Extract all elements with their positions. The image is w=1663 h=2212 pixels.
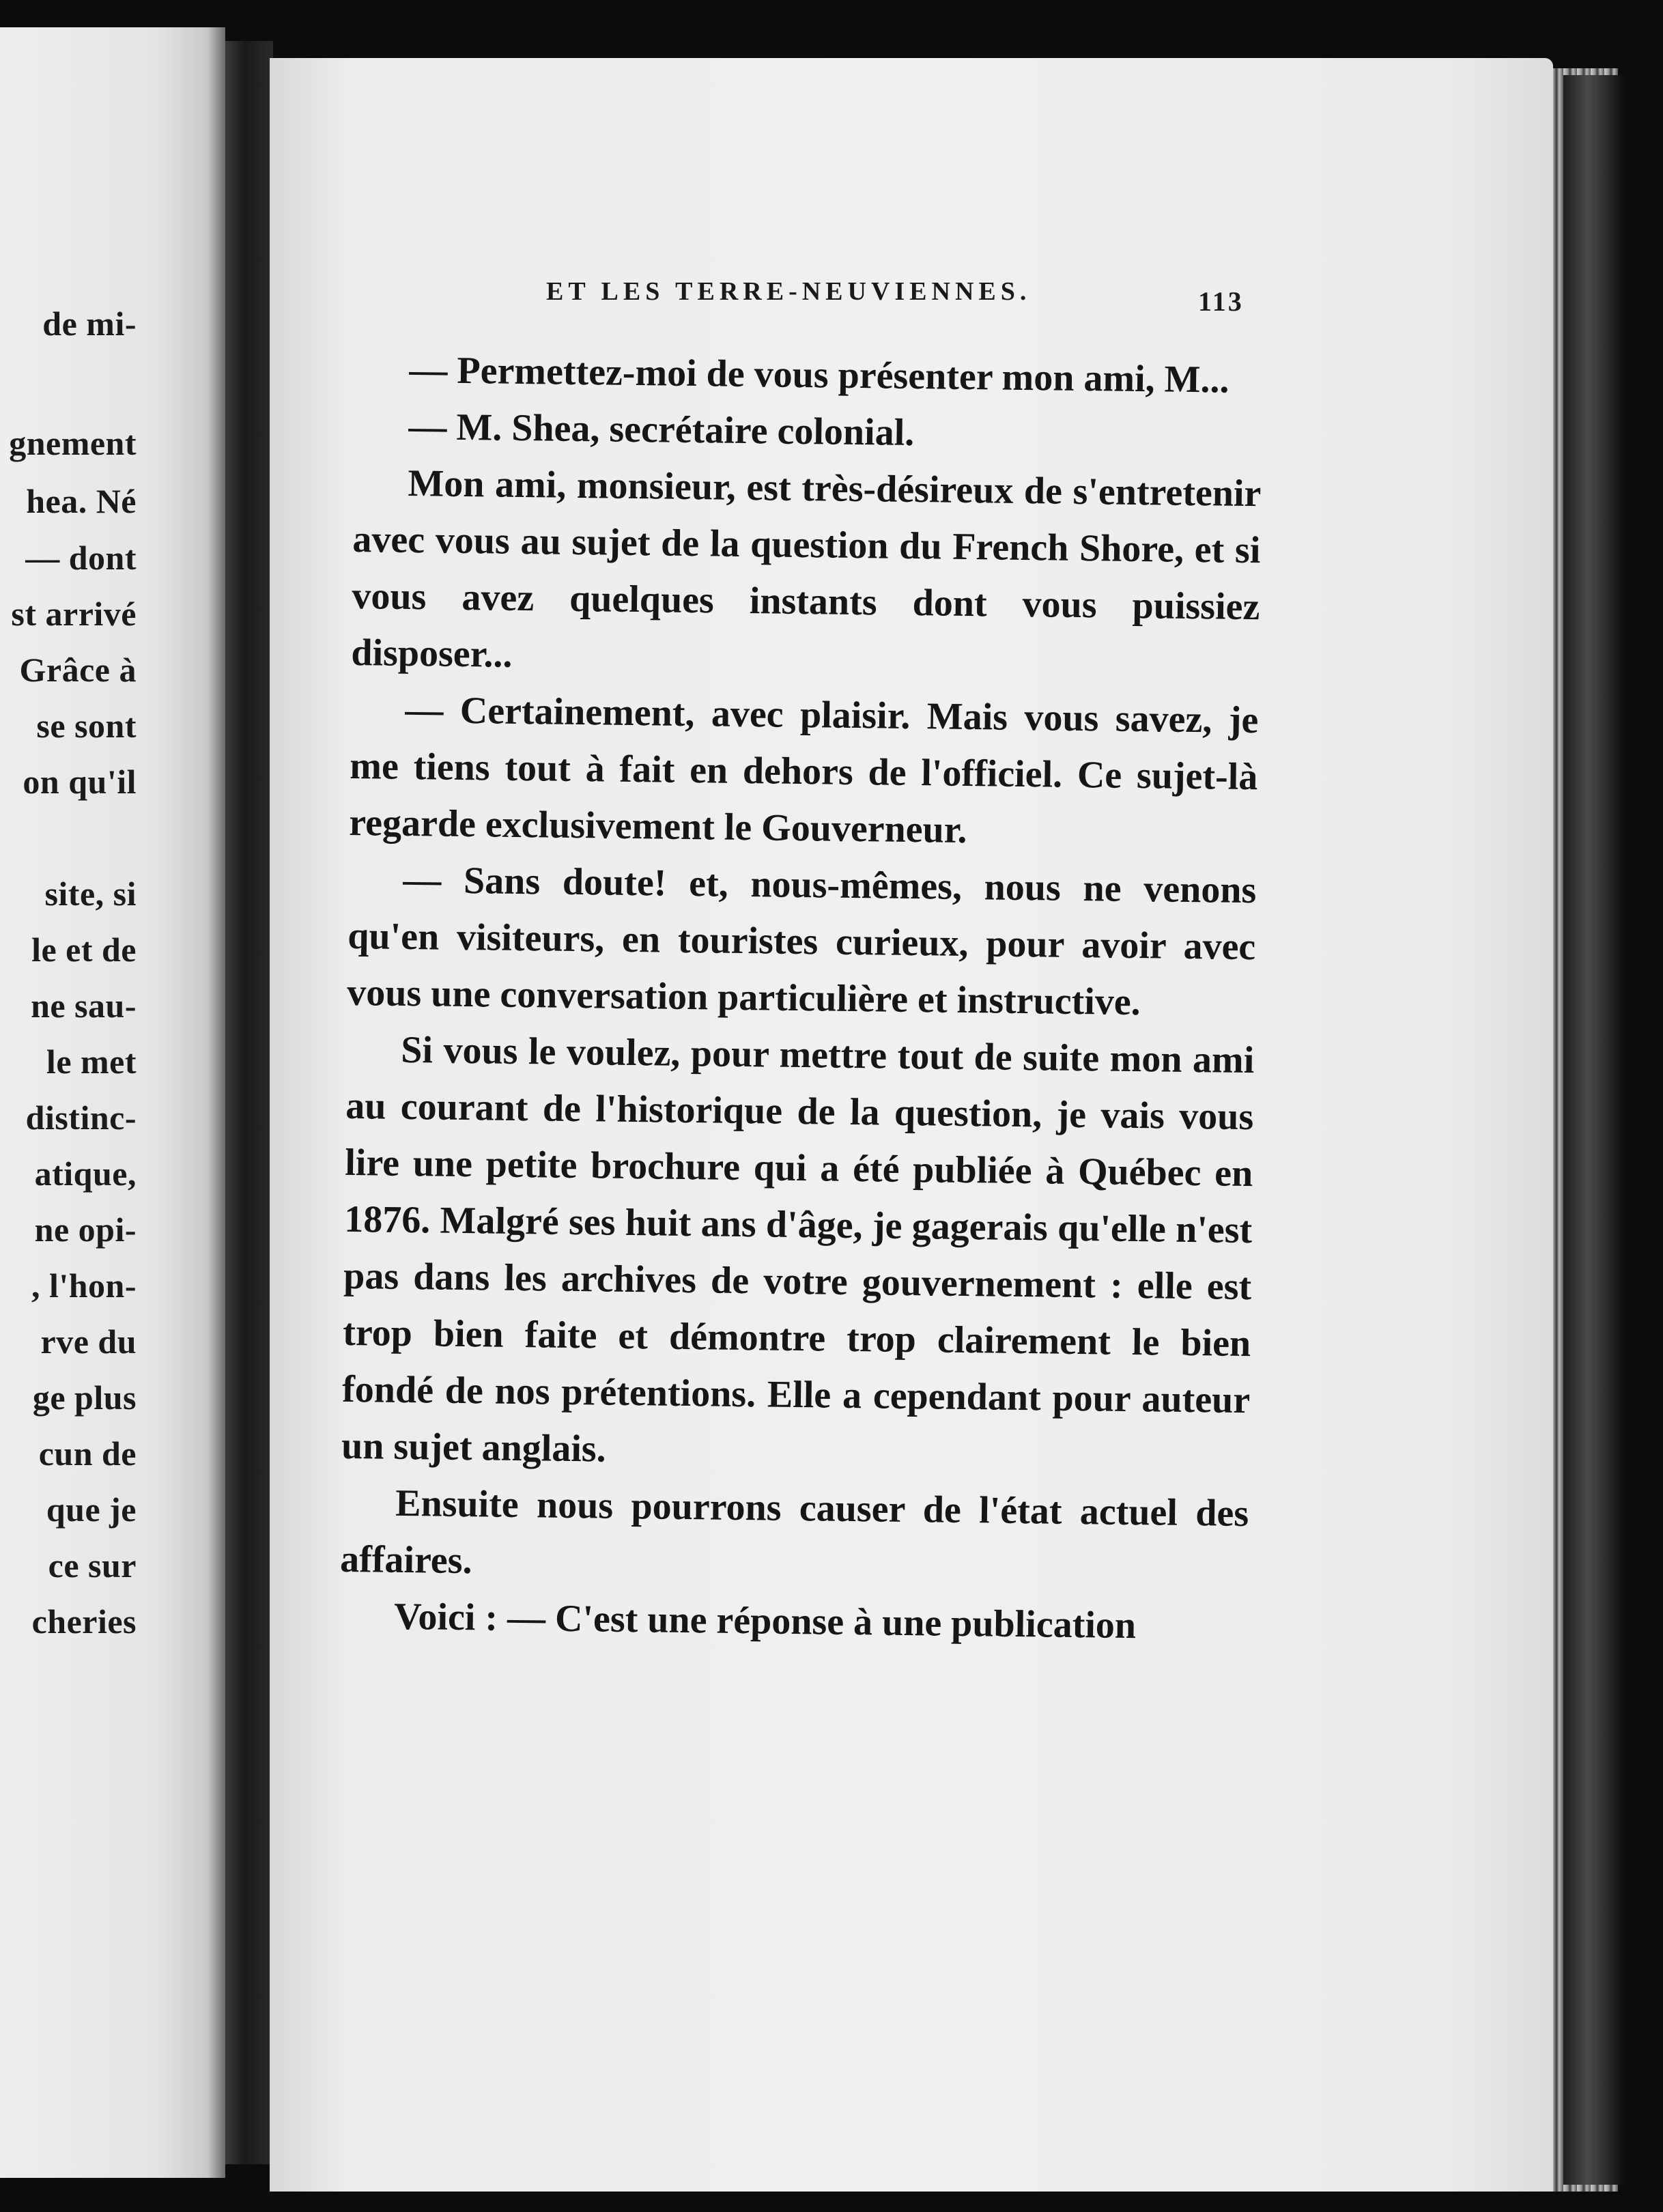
left-page-line: ne opi- (34, 1210, 137, 1249)
left-page-line: gnement (9, 424, 137, 462)
paragraph: Si vous le voulez, pour mettre tout de suite mon ami au courant de l'historique de la question, je vais vous lire une petite brochure qui a été publiée à Québec en 1876. Malgré ses huit ans d'âge, je gagerais qu'elle n'est pas dans les archives de votre gouvernement : elle est trop bien faite et démontre trop clairement le bien fondé de nos prétentions. Elle a cependant pour auteur un sujet anglais. (341, 1028, 1255, 1471)
left-page-line: — dont (25, 539, 137, 577)
left-page-line: se sont (36, 707, 137, 745)
paragraph: — M. Shea, secrétaire colonial. (408, 405, 915, 455)
left-page-line: Grâce à (19, 651, 137, 689)
left-page-line: le met (46, 1043, 137, 1081)
left-page-line: st arrivé (11, 595, 137, 633)
paragraph: Mon ami, monsieur, est très-désireux de s'entretenir avec vous au sujet de la question du French Shore, et si vous avez quelques instants dont vous puissiez disposer... (351, 462, 1262, 676)
left-page-line: ge plus (32, 1378, 137, 1417)
running-header: ET LES TERRE-NEUVIENNES. (546, 277, 1032, 306)
left-page-line: hea. Né (26, 482, 137, 520)
left-page-line: , l'hon- (31, 1266, 137, 1305)
paragraph: — Sans doute! et, nous-mêmes, nous ne venons qu'en visiteurs, en touristes curieux, pour avoir avec vous une conversation particulière et instructive. (346, 858, 1257, 1024)
left-page-line: que je (46, 1490, 137, 1529)
paragraph: Ensuite nous pourrons causer de l'état actuel des affaires. (339, 1481, 1249, 1583)
book-gutter (225, 41, 273, 2164)
left-page-line: on qu'il (23, 763, 137, 801)
paragraph: — Certainement, avec plaisir. Mais vous savez, je me tiens tout à fait en dehors de l'officiel. Ce sujet-là regarde exclusivement le Gouverneur. (349, 688, 1259, 852)
left-page-line: ce sur (48, 1546, 137, 1585)
left-page-line: site, si (44, 875, 137, 913)
paragraph: — Permettez-moi de vous présenter mon ami, M... (409, 348, 1230, 401)
left-page-line: le et de (31, 931, 137, 969)
left-page-line: rve du (40, 1322, 137, 1361)
left-page (0, 27, 225, 2178)
left-page-line: ne sau- (31, 987, 137, 1025)
page-number: 113 (1198, 286, 1244, 317)
left-page-line: cun de (38, 1434, 137, 1473)
paragraph: Voici : — C'est une réponse à une publication (393, 1595, 1137, 1647)
left-page-line: cheries (31, 1602, 137, 1641)
left-page-line: distinc- (25, 1098, 137, 1137)
left-page-line: de mi- (42, 304, 137, 343)
page-body (339, 341, 1263, 1656)
left-page-line: atique, (34, 1154, 137, 1193)
book-edge-shadow (1563, 75, 1625, 2185)
